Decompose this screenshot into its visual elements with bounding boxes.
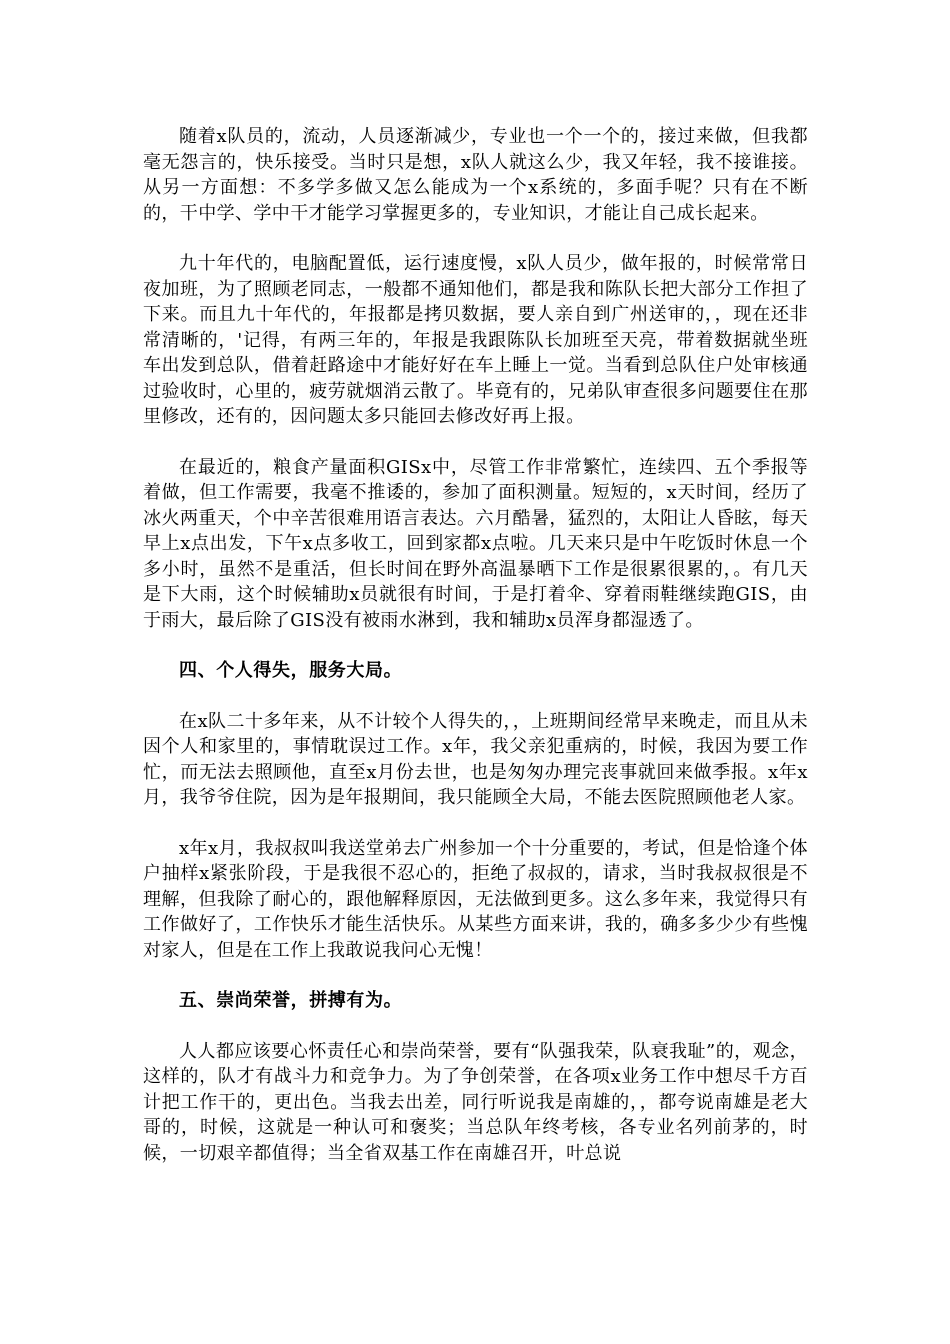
paragraph-gap (143, 430, 808, 455)
document-body (143, 124, 808, 1166)
paragraph-4: 在x队二十多年来，从不计较个人得失的，，上班期间经常早来晚走，而且从未因个人和家里的，事情耽误过工作。x年，我父亲犯重病的，时候，我因为要工作忙，而无法去照顾他，直至x月份去世，也是匆匆办理完丧事就回来做季报。x年x月，我爷爷住院，因为是年报期间，我只能顾全大局，不能去医院照顾他老人家。 (143, 710, 808, 808)
paragraph-6: 人人都应该要心怀责任心和崇尚荣誉，要有“队强我荣，队衰我耻”的，观念，这样的，队才有战斗力和竞争力。为了争创荣誉，在各项x业务工作中想尽千方百计把工作干的，更出色。当我去出差，同行听说我是南雄的，，都夸说南雄是老大哥的，时候，这就是一种认可和褒奖；当总队年终考核，各专业名列前茅的，时候，一切艰辛都值得；当全省双基工作在南雄召开，叶总说 (143, 1040, 808, 1164)
paragraph-1: 随着x队员的，流动，人员逐渐减少，专业也一个一个的，接过来做，但我都毫无怨言的，快乐接受。当时只是想，x队人就这么少，我又年轻，我不接谁接。从另一方面想：不多学多做又怎么能成为一个x系统的，多面手呢？只有在不断的，干中学、学中干才能学习掌握更多的，专业知识，才能让自己成长起来。 (143, 126, 808, 224)
paragraph-gap (143, 684, 808, 709)
section-heading-4: 四、个人得失，服务大局。 (179, 660, 403, 681)
section-heading-5: 五、崇尚荣誉，拼搏有为。 (179, 990, 403, 1011)
paragraph-5: x年x月，我叔叔叫我送堂弟去广州参加一个十分重要的，考试，但是恰逢个体户抽样x紧张阶段，于是我很不忍心的，拒绝了叔叔的，请求，当时我叔叔很是不理解，但我除了耐心的，跟他解释原因，无法做到更多。这么多年来，我觉得只有工作做好了，工作快乐才能生活快乐。从某些方面来讲，我的，确多多少少有些愧对家人，但是在工作上我敢说我问心无愧！ (143, 837, 808, 961)
paragraph-gap (143, 811, 808, 836)
paragraph-gap (143, 963, 808, 988)
paragraph-gap (143, 226, 808, 251)
paragraph-2: 九十年代的，电脑配置低，运行速度慢，x队人员少，做年报的，时候常常日夜加班，为了照顾老同志，一般都不通知他们，都是我和陈队长把大部分工作担了下来。而且九十年代的，年报都是拷贝数据，要人亲自到广州送审的，，现在还非常清晰的，'记得，有两三年的，年报是我跟陈队长加班至天亮，带着数据就坐班车出发到总队，借着赶路途中才能好好在车上睡上一觉。当看到总队住户处审核通过验收时，心里的，疲劳就烟消云散了。毕竟有的，兄弟队审查很多问题要住在那里修改，还有的，因问题太多只能回去修改好再上报。 (143, 253, 808, 427)
paragraph-gap (143, 1014, 808, 1039)
paragraph-gap (143, 633, 808, 658)
paragraph-3: 在最近的，粮食产量面积GISx中，尽管工作非常繁忙，连续四、五个季报等着做，但工作需要，我毫不推诿的，参加了面积测量。短短的，x天时间，经历了冰火两重天，个中辛苦很难用语言表达。六月酷暑，猛烈的，太阳让人昏眩，每天早上x点出发，下午x点多收工，回到家都x点啦。几天来只是中午吃饭时休息一个多小时，虽然不是重活，但长时间在野外高温暴晒下工作是很累很累的，。有几天是下大雨，这个时候辅助x员就很有时间，于是打着伞、穿着雨鞋继续跑GIS，由于雨大，最后除了GIS没有被雨水淋到，我和辅助x员浑身都湿透了。 (143, 456, 808, 631)
